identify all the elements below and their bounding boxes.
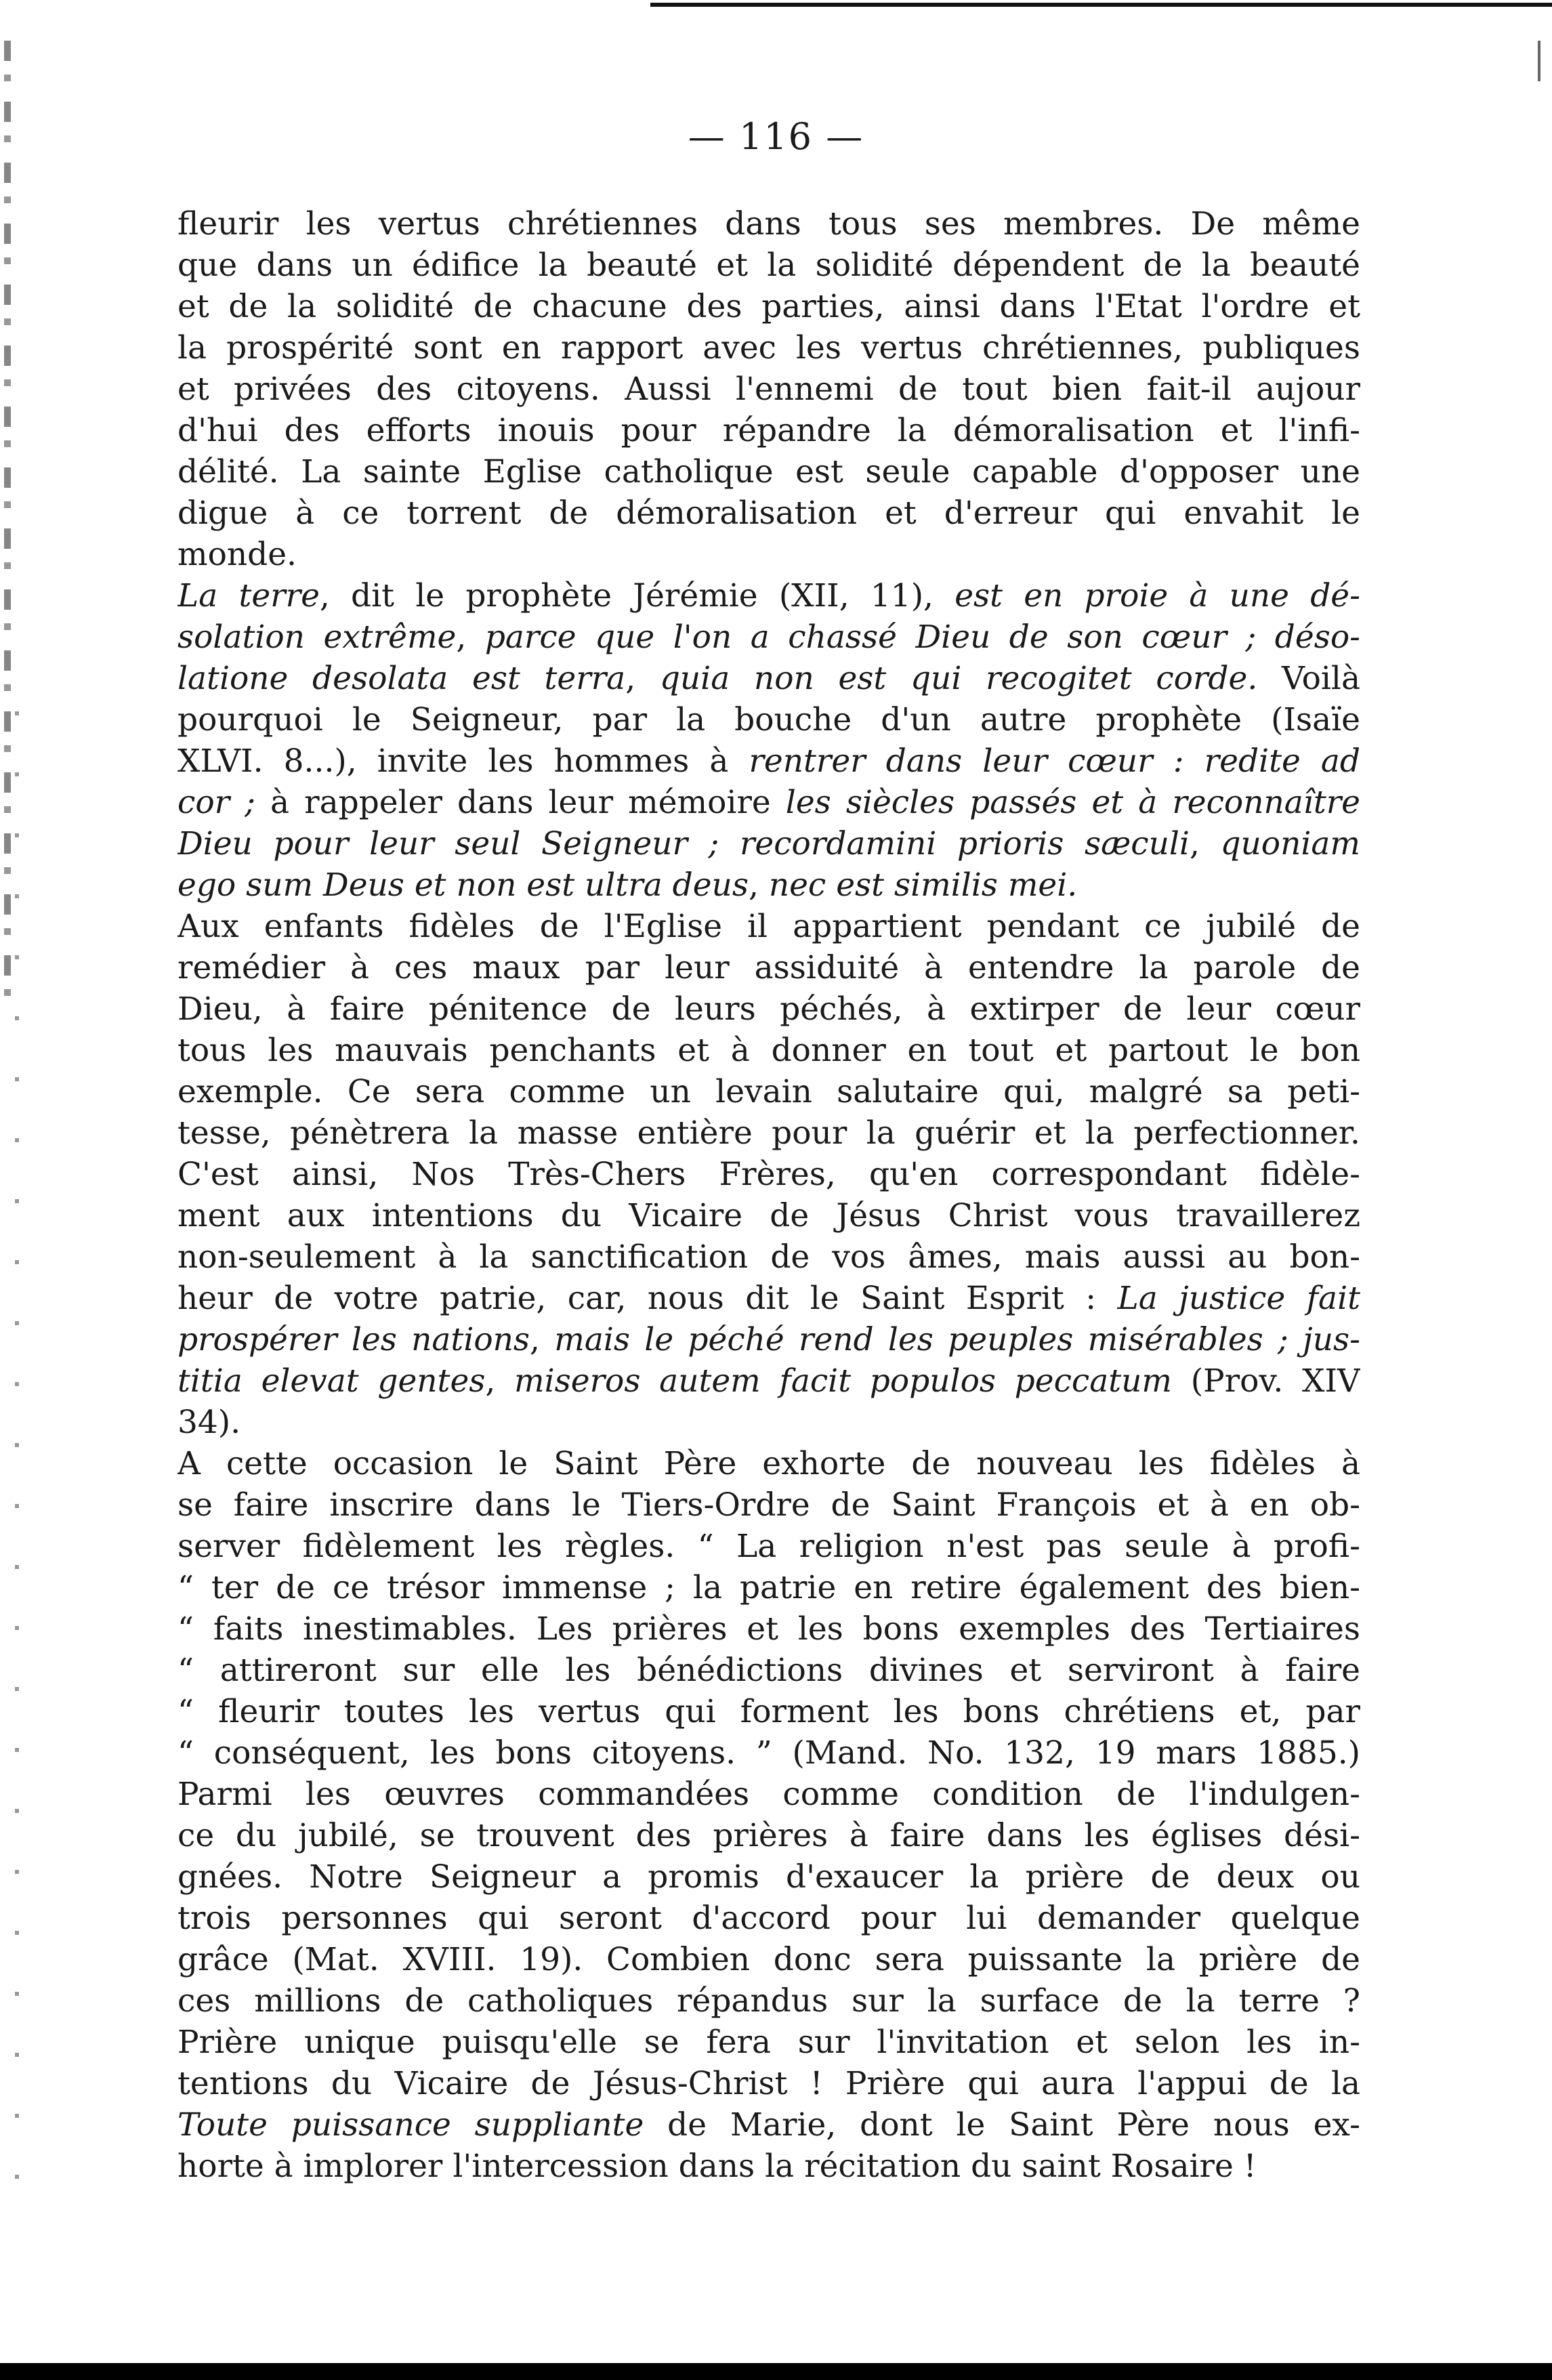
text-run: XLVI. 8...), invite les hommes à xyxy=(177,743,749,780)
italic-text: cor ; xyxy=(177,784,255,821)
text-line xyxy=(177,1154,1360,1195)
text-line xyxy=(177,864,1360,906)
italic-text: rentrer dans leur cœur : redite ad xyxy=(749,743,1360,780)
text-line xyxy=(177,203,1360,245)
text-run: tous les mauvais penchants et à donner en tout et partout le bon xyxy=(177,1032,1360,1069)
text-run: server fidèlement les règles. “ La religion n'est pas seule à profi- xyxy=(177,1528,1360,1565)
text-run: digue à ce torrent de démoralisation et d'erreur qui envahit le xyxy=(177,495,1360,532)
text-run: “ faits inestimables. Les prières et les bons exemples des Tertiaires xyxy=(177,1610,1360,1648)
body-text xyxy=(177,203,1360,2187)
text-line xyxy=(177,1360,1360,1402)
text-run: heur de votre patrie, car, nous dit le Saint Esprit : xyxy=(177,1280,1118,1317)
scan-corner-mark xyxy=(1538,41,1540,81)
text-run: , xyxy=(485,1362,515,1400)
text-line xyxy=(177,1402,1360,1443)
italic-text: Dieu pour leur seul Seigneur ; recordamini prioris sæculi xyxy=(177,825,1190,862)
italic-text: les siècles passés et à reconnaître xyxy=(785,784,1360,821)
text-run: délité. La sainte Eglise catholique est seule capable d'opposer une xyxy=(177,453,1360,490)
scan-binding-dots xyxy=(15,711,19,2202)
text-run: Aux enfants fidèles de l'Eglise il appartient pendant ce jubilé de xyxy=(177,908,1360,945)
italic-text: prospérer les nations xyxy=(177,1321,530,1358)
text-run: “ conséquent, les bons citoyens. ” (Mand. No. 132, 19 mars 1885.) xyxy=(177,1734,1360,1772)
text-run: Voilà xyxy=(1257,660,1360,697)
text-line xyxy=(177,327,1360,369)
text-run: Parmi les œuvres commandées comme condition de l'indulgen- xyxy=(177,1776,1360,1813)
text-line xyxy=(177,1030,1360,1071)
text-line xyxy=(177,1443,1360,1484)
italic-text: nec est similis mei. xyxy=(768,867,1078,904)
text-run: et privées des citoyens. Aussi l'ennemi de tout bien fait-il aujour xyxy=(177,371,1360,408)
text-line xyxy=(177,823,1360,864)
scan-binding-edge xyxy=(4,41,11,1016)
text-line xyxy=(177,1980,1360,2022)
text-run: et de la solidité de chacune des parties, ainsi dans l'Etat l'ordre et xyxy=(177,288,1360,325)
text-run: de Marie, dont le Saint Père nous ex- xyxy=(644,2106,1360,2144)
text-run: fleurir les vertus chrétiennes dans tous ses membres. De même xyxy=(177,205,1360,243)
text-run: , xyxy=(748,867,769,904)
text-line xyxy=(177,1608,1360,1650)
text-line xyxy=(177,1774,1360,1815)
text-line xyxy=(177,740,1360,782)
text-run: ment aux intentions du Vicaire de Jésus Christ vous travaillerez xyxy=(177,1197,1360,1234)
text-run: A cette occasion le Saint Père exhorte de nouveau les fidèles à xyxy=(177,1445,1360,1482)
text-run: tentions du Vicaire de Jésus-Christ ! Prière qui aura l'appui de la xyxy=(177,2065,1360,2102)
text-line xyxy=(177,534,1360,575)
italic-text: solation extrême xyxy=(177,619,457,656)
text-run: , dit le prophète Jérémie (XII, 11), xyxy=(319,577,955,614)
text-run: , xyxy=(530,1321,555,1358)
text-line xyxy=(177,1195,1360,1236)
text-line xyxy=(177,699,1360,740)
scan-top-edge xyxy=(650,3,1552,7)
text-run: “ attireront sur elle les bénédictions divines et serviront à faire xyxy=(177,1652,1360,1689)
text-run: ces millions de catholiques répandus sur la surface de la terre ? xyxy=(177,1982,1360,2020)
text-line xyxy=(177,451,1360,493)
italic-text: quia non est qui recogitet corde. xyxy=(659,660,1258,697)
text-line xyxy=(177,2104,1360,2146)
text-line xyxy=(177,245,1360,286)
italic-text: quoniam xyxy=(1220,825,1360,862)
text-run: grâce (Mat. XVIII. 19). Combien donc sera puissante la prière de xyxy=(177,1941,1360,1978)
text-run: monde. xyxy=(177,536,297,573)
italic-text: ego sum Deus et non est ultra deus xyxy=(177,867,749,904)
italic-text: La justice fait xyxy=(1117,1280,1360,1317)
text-run: non-seulement à la sanctification de vos âmes, mais aussi au bon- xyxy=(177,1238,1360,1276)
text-run: exemple. Ce sera comme un levain salutaire qui, malgré sa peti- xyxy=(177,1073,1360,1110)
text-run: la prospérité sont en rapport avec les vertus chrétiennes, publiques xyxy=(177,329,1360,367)
text-run: “ ter de ce trésor immense ; la patrie en retire également des bien- xyxy=(177,1569,1360,1606)
text-run: Prière unique puisqu'elle se fera sur l'invitation et selon les in- xyxy=(177,2024,1360,2061)
text-run: d'hui des efforts inouis pour répandre la démoralisation et l'infi- xyxy=(177,412,1360,449)
text-run: pourquoi le Seigneur, par la bouche d'un autre prophète (Isaïe xyxy=(177,701,1360,738)
italic-text: est en proie à une dé- xyxy=(955,577,1360,614)
text-line xyxy=(177,988,1360,1030)
text-line xyxy=(177,1484,1360,1526)
text-run: gnées. Notre Seigneur a promis d'exaucer la prière de deux ou xyxy=(177,1858,1360,1896)
text-line xyxy=(177,947,1360,988)
text-run: ce du jubilé, se trouvent des prières à faire dans les églises dési- xyxy=(177,1817,1360,1854)
text-run: C'est ainsi, Nos Très-Chers Frères, qu'en correspondant fidèle- xyxy=(177,1156,1360,1193)
italic-text: Toute puissance suppliante xyxy=(177,2106,644,2144)
italic-text: mais le péché rend les peuples misérables ; jus- xyxy=(554,1321,1360,1358)
text-line xyxy=(177,658,1360,699)
text-line xyxy=(177,1236,1360,1278)
text-line xyxy=(177,369,1360,410)
text-run: (Prov. XIV xyxy=(1171,1362,1360,1400)
text-line xyxy=(177,1898,1360,1939)
italic-text: parce que l'on a chassé Dieu de son cœur ; déso- xyxy=(484,619,1360,656)
text-run: Dieu, à faire pénitence de leurs péchés, à extirper de leur cœur xyxy=(177,990,1360,1028)
italic-text: miseros autem facit populos peccatum xyxy=(514,1362,1172,1400)
text-run: horte à implorer l'intercession dans la récitation du saint Rosaire ! xyxy=(177,2148,1257,2185)
text-line xyxy=(177,2022,1360,2063)
italic-text: titia elevat gentes xyxy=(177,1362,486,1400)
page-number: — 116 — xyxy=(688,115,864,158)
text-run: , xyxy=(625,660,660,697)
text-run: que dans un édifice la beauté et la solidité dépendent de la beauté xyxy=(177,247,1360,284)
scan-bottom-edge xyxy=(0,2363,1552,2380)
text-line xyxy=(177,1526,1360,1567)
text-line xyxy=(177,617,1360,658)
text-run: “ fleurir toutes les vertus qui forment les bons chrétiens et, par xyxy=(177,1693,1360,1730)
text-line xyxy=(177,1650,1360,1691)
text-run: , xyxy=(1189,825,1221,862)
text-line xyxy=(177,1815,1360,1856)
text-line xyxy=(177,575,1360,617)
text-run: 34). xyxy=(177,1404,241,1441)
text-run: remédier à ces maux par leur assiduité à entendre la parole de xyxy=(177,949,1360,986)
text-line xyxy=(177,1071,1360,1112)
text-line xyxy=(177,1856,1360,1898)
text-line xyxy=(177,286,1360,327)
text-line xyxy=(177,1567,1360,1608)
text-line xyxy=(177,1732,1360,1774)
italic-text: latione desolata est terra xyxy=(177,660,626,697)
text-line xyxy=(177,2063,1360,2104)
text-line xyxy=(177,1112,1360,1154)
text-run: se faire inscrire dans le Tiers-Ordre de Saint François et à en ob- xyxy=(177,1486,1360,1524)
text-line xyxy=(177,1691,1360,1732)
text-line xyxy=(177,2146,1360,2187)
italic-text: La terre xyxy=(177,577,320,614)
text-run: tesse, pénètrera la masse entière pour la guérir et la perfectionner. xyxy=(177,1114,1360,1152)
text-line xyxy=(177,1939,1360,1980)
text-run: , xyxy=(456,619,485,656)
text-run: à rappeler dans leur mémoire xyxy=(255,784,786,821)
text-line xyxy=(177,1278,1360,1319)
text-line xyxy=(177,493,1360,534)
text-run: trois personnes qui seront d'accord pour lui demander quelque xyxy=(177,1900,1360,1937)
text-line xyxy=(177,1319,1360,1360)
text-line xyxy=(177,782,1360,823)
text-line xyxy=(177,410,1360,451)
text-line xyxy=(177,906,1360,947)
